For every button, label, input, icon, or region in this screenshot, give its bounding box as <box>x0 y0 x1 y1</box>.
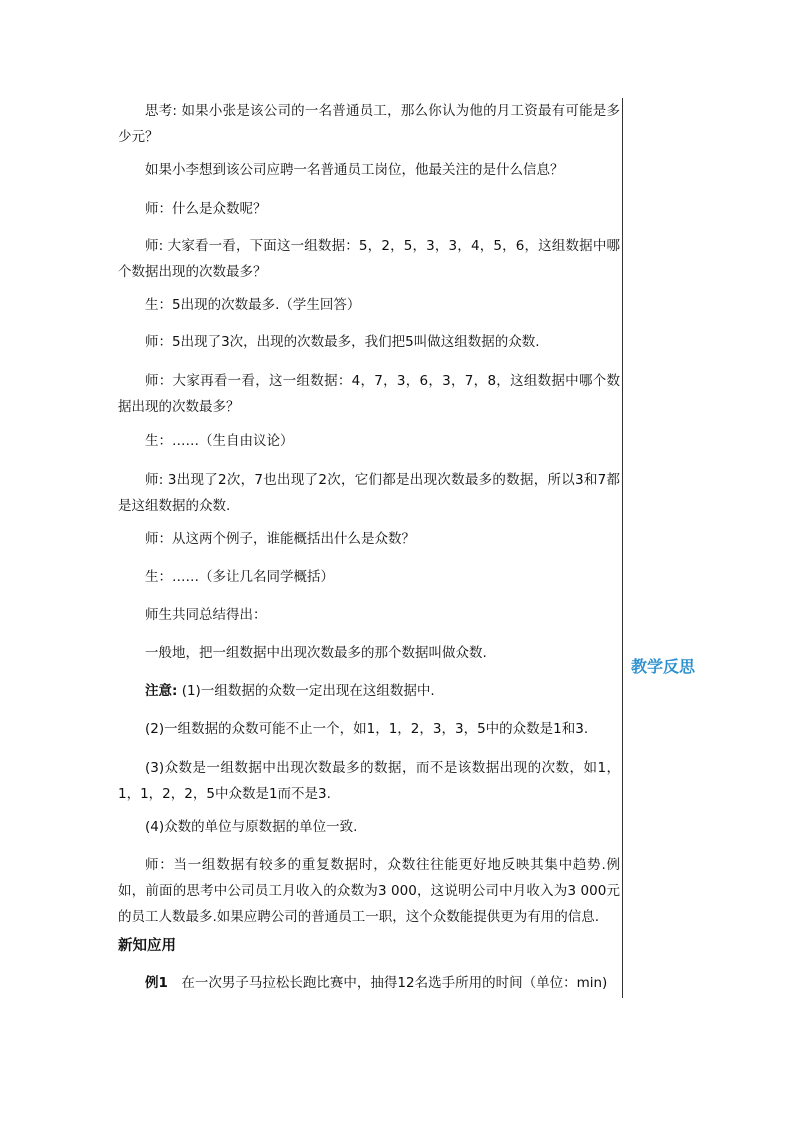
paragraph-text: 生：……（生自由议论） <box>145 433 294 449</box>
paragraph-6 <box>118 329 620 355</box>
paragraph-17 <box>118 814 620 840</box>
paragraph-text: 生：5出现的次数最多.（学生回答） <box>145 297 361 313</box>
note-label: 注意: <box>145 683 178 699</box>
paragraph-11 <box>118 564 620 590</box>
paragraph-text: 师：大家再看一看，这一组数据：4，7，3，6，3，7，8，这组数据中哪个数据出现的次数最多？ <box>118 373 620 415</box>
paragraph-text: (4)众数的单位与原数据的单位一致. <box>145 819 358 835</box>
paragraph-3 <box>118 196 620 222</box>
paragraph-text: 思考: 如果小张是该公司的一名普通员工，那么你认为他的月工资最有可能是多少元？ <box>118 103 620 145</box>
example-label: 例1 <box>145 975 168 991</box>
paragraph-7 <box>118 368 620 420</box>
example-paragraph <box>118 970 620 996</box>
paragraph-text: (3)众数是一组数据中出现次数最多的数据，而不是该数据出现的次数，如1，1，1，2，2，5中众数是1而不是3. <box>118 760 620 802</box>
paragraph-15 <box>118 716 620 742</box>
paragraph-1 <box>118 98 620 150</box>
paragraph-text: 师：从这两个例子，谁能概括出什么是众数？ <box>145 531 415 547</box>
paragraph-4 <box>118 233 620 285</box>
paragraph-5 <box>118 292 620 318</box>
paragraph-text: 生：……（多让几名同学概括） <box>145 569 334 585</box>
teaching-reflection-label: 教学反思 <box>631 657 696 676</box>
paragraph-text: 师：当一组数据有较多的重复数据时，众数往往能更好地反映其集中趋势.例如，前面的思考中公司员工月收入的众数为3 000，这说明公司中月收入为3 000元的员工人数最多.如果应聘公司的普通员工一职，这个众数能提供更为有用的信息. <box>118 857 620 925</box>
paragraph-12 <box>118 602 620 628</box>
paragraph-18 <box>118 852 620 930</box>
paragraph-text: 师：5出现了3次，出现的次数最多，我们把5叫做这组数据的众数. <box>145 334 540 350</box>
paragraph-16 <box>118 755 620 807</box>
paragraph-text: 如果小李想到该公司应聘一名普通员工岗位，他最关注的是什么信息？ <box>145 162 564 178</box>
paragraph-10 <box>118 526 620 552</box>
paragraph-text: (1)一组数据的众数一定出现在这组数据中. <box>177 683 435 699</box>
paragraph-text: (2)一组数据的众数可能不止一个，如1，1，2，3，3，5中的众数是1和3. <box>145 721 589 737</box>
paragraph-2 <box>118 157 620 183</box>
paragraph-8 <box>118 428 620 454</box>
example-text: 在一次男子马拉松长跑比赛中，抽得12名选手所用的时间（单位：min) <box>167 975 608 991</box>
paragraph-14 <box>118 678 620 704</box>
paragraph-text: 师: 3出现了2次，7也出现了2次，它们都是出现次数最多的数据，所以3和7都是这组数据的众数. <box>118 472 620 514</box>
paragraph-text: 师: 大家看一看，下面这一组数据：5，2，5，3，3，4，5，6，这组数据中哪个数据出现的次数最多？ <box>118 238 620 280</box>
paragraph-9 <box>118 467 620 519</box>
paragraph-text: 一般地，把一组数据中出现次数最多的那个数据叫做众数. <box>145 645 487 661</box>
column-divider <box>622 98 623 998</box>
section-heading: 新知应用 <box>118 938 176 954</box>
paragraph-text: 师生共同总结得出： <box>145 607 267 623</box>
paragraph-text: 师：什么是众数呢？ <box>145 201 267 217</box>
paragraph-13 <box>118 640 620 666</box>
